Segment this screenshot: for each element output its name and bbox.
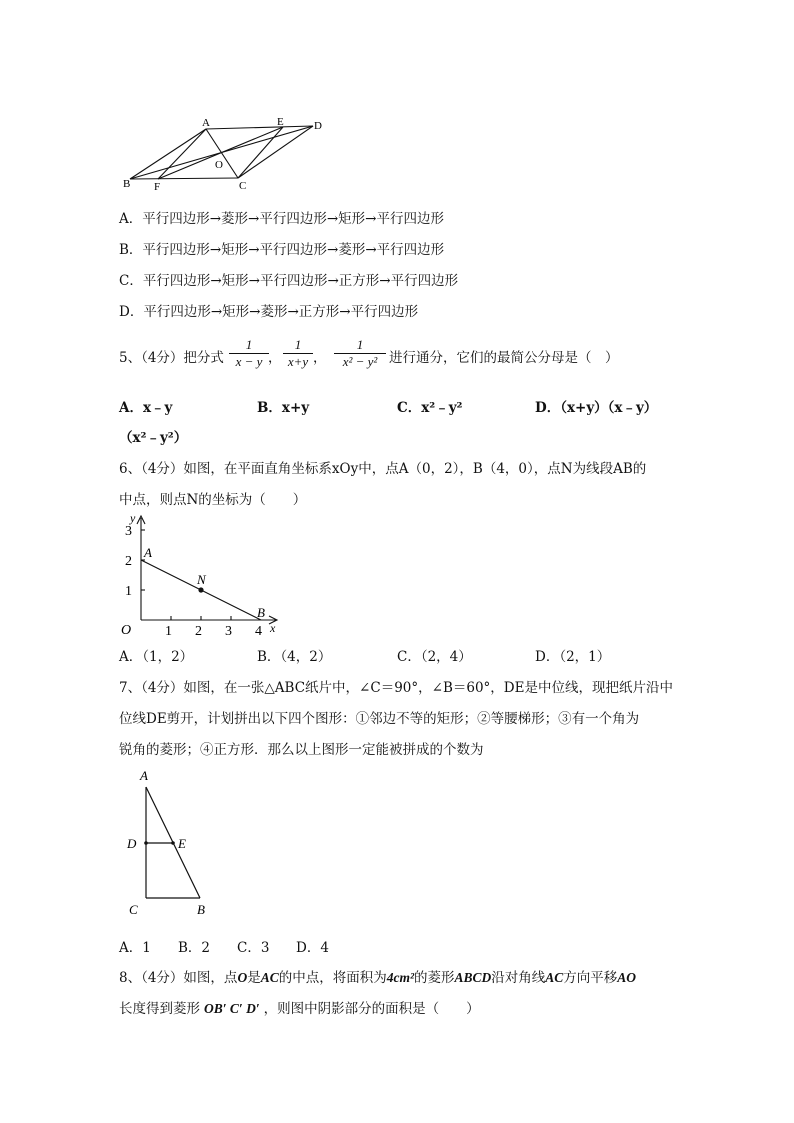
q8-part-6: 方向平移 [563,970,618,986]
q5-frac2-denominator: x+y [287,354,309,369]
x-tick-label-2: 2 [195,624,202,638]
point-d [144,841,148,845]
q7-text-line-1: 7、（4分）如图，在一张△ABC纸片中，∠C＝90°，∠B＝60°，DE是中位线，现把纸片沿中 [119,680,673,696]
q8-line2-part-1: 长度得到菱形 [119,1001,200,1017]
x-axis-label: x [270,621,276,635]
q8-part-2: 是 [247,970,261,986]
q6-text-line-2: 中点，则点N的坐标为（ ） [119,492,307,508]
x-tick-label-3: 3 [225,624,232,638]
triangle-figure [122,767,222,919]
y-axis-label: y [130,511,136,525]
q4-option-b: B．平行四边形→矩形→平行四边形→菱形→平行四边形 [119,242,445,258]
q5-fraction-2 [283,337,313,370]
q5-option-a: A．x﹣y [119,400,173,416]
edge-cd [238,126,313,178]
q8-segment-ac: AC [260,970,279,985]
q5-frac2-numerator: 1 [283,337,313,354]
q5-option-d-cont: （x²﹣y²） [119,430,188,446]
q6-option-c: C．（2，4） [397,649,472,665]
q8-diagonal-ac: AC [545,970,564,985]
label-a: A [140,768,148,783]
coordinate-graph [116,508,286,638]
label-d: D [314,120,322,132]
q8-rhombus-abcd: ABCD [454,970,492,985]
q5-option-c: C．x²﹣y² [397,400,463,416]
q5-sep-2: ， [313,350,327,366]
q7-text-line-2: 位线DE剪开，计划拼出以下四个图形：①邻边不等的矩形；②等腰梯形；③有一个角为 [119,711,640,727]
label-d: D [127,836,137,851]
q8-rhombus-ob-c-d: OB′ C′ D′ [204,1001,260,1016]
q6-option-d: D．（2，1） [535,649,611,665]
q8-text-line-2 [119,997,480,1017]
q5-option-b: B．x+y [257,400,310,416]
edge-fe [158,127,283,179]
point-n-label: N [197,572,206,587]
y-tick-label-1: 1 [125,584,132,599]
label-b: B [123,178,131,190]
q8-line2-part-2: ，则图中阴影部分的面积是（ ） [263,1001,480,1017]
point-e [171,841,175,845]
q8-segment-ao: AO [617,970,637,985]
y-tick-label-3: 3 [125,524,132,539]
label-c: C [239,180,247,192]
q4-option-d: D．平行四边形→矩形→菱形→正方形→平行四边形 [119,304,419,320]
edge-ab [130,129,206,179]
q5-sep-1: ， [268,350,282,366]
edge-ad [206,126,313,129]
q5-frac1-numerator: 1 [229,337,269,354]
q6-option-a: A．（1，2） [119,649,194,665]
q7-option-d: D．4 [296,940,329,956]
origin-label: O [121,623,132,638]
x-tick-label-1: 1 [165,624,172,638]
q5-frac3-numerator: 1 [334,337,386,354]
q8-area: 4cm² [386,970,414,985]
edge-af [158,129,206,179]
q8-point-o: O [237,970,248,985]
q5-fraction-3 [334,337,386,370]
q5-suffix: 进行通分，它们的最简公分母是（ ） [389,350,619,366]
edge-ec [238,127,283,178]
x-tick-label-4: 4 [255,624,262,638]
point-n [198,587,203,592]
q8-part-5: 沿对角线 [491,970,546,986]
q6-option-b: B．（4，2） [257,649,332,665]
label-f: F [154,181,161,193]
label-e: E [277,116,284,128]
label-a: A [202,117,210,129]
q8-text-line-1 [119,966,636,986]
q5-frac3-denominator: x² − y² [342,354,378,369]
y-tick-label-2: 2 [125,554,132,569]
q4-option-a: A．平行四边形→菱形→平行四边形→矩形→平行四边形 [119,211,444,227]
q4-option-c: C．平行四边形→矩形→平行四边形→正方形→平行四边形 [119,273,459,289]
q8-part-4: 的菱形 [414,970,455,986]
parallelogram-figure [118,112,333,194]
q7-text-line-3: 锐角的菱形；④正方形．那么以上图形一定能被拼成的个数为 [119,742,484,758]
label-o: O [215,159,223,171]
q8-part-3: 的中点，将面积为 [278,970,387,986]
label-b: B [197,902,205,917]
q7-option-c: C．3 [237,940,270,956]
label-e: E [178,836,186,851]
q8-part-1: 8、（4分）如图，点 [119,970,238,986]
q6-text-line-1: 6、（4分）如图，在平面直角坐标系xOy中，点A（0，2），B（4，0），点N为线段AB的 [119,461,647,477]
q7-option-b: B．2 [178,940,211,956]
q7-option-a: A．1 [119,940,151,956]
edge-bc [130,178,238,179]
q5-prefix: 5、（4分）把分式 [119,350,224,366]
q5-fraction-1 [229,337,269,370]
point-a-label: A [144,545,152,560]
label-c: C [129,902,138,917]
point-b-label: B [257,605,265,620]
q5-frac1-denominator: x − y [235,354,263,369]
q5-option-d: D．（x+y）（x﹣y） [535,400,658,416]
